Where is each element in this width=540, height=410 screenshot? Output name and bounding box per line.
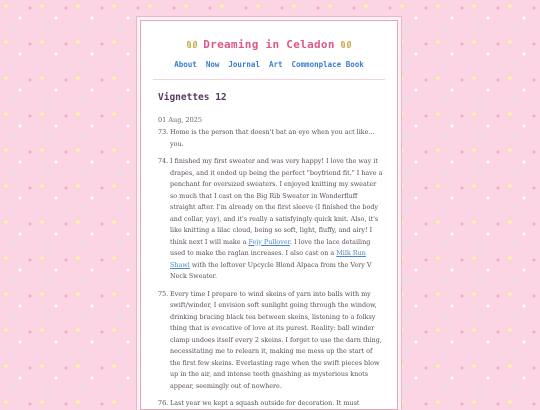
nav-now[interactable]: Now xyxy=(205,60,220,69)
text-segment: I finished my first sweater and was very happy! I love the way it drapes, and it ended up being the perfect "boyfriend fit." I have a penchant for oversized sweaters. I enjoyed knitting my sweater so much that I cast on the Big Rib Sweater in Wonderfluff straight after. I'm already on the first sleeve (I finished the body and collar, yay), and it's really a satisfyingly quick knit. Also, it's like knitting a lilac cloud, being so soft, light, fluffy, and airy! I think next I will make a xyxy=(170,157,383,246)
text-segment: with the leftover Upcycle Blend Alpaca from the Very V Neck Sweater. xyxy=(170,260,372,280)
list-item xyxy=(158,156,383,283)
list-item-text xyxy=(170,156,383,283)
list-item xyxy=(158,289,383,393)
site-header xyxy=(141,21,397,69)
list-item-text: Every time I prepare to wind skeins of yarn into balls with my swift/winder, I envision soft sunlight going through the window, drinking bracing black tea between skeins, listening to a folksy thing that is evocative of love at its purest. Reality: ball winder clamp undoes itself every 2 skeins. I forget to use the darn thing, necessitating me to relearn it, making me mess up the start of the first few skeins. Everlasting rage when the swift pieces blow up in the air, and intense teeth gnashing as mysterious knots appear, seemingly out of nowhere. xyxy=(170,289,382,390)
nav-journal[interactable]: Journal xyxy=(228,60,260,69)
bow-icon xyxy=(187,41,197,48)
post-date: 01 Aug, 2025 xyxy=(158,116,203,124)
link-fejy-pullover[interactable]: Fejy Pullover xyxy=(248,237,291,246)
list-item-number: 75. xyxy=(158,289,169,298)
list-item-text: Last year we kept a squash outside for decoration. It must xyxy=(170,399,360,407)
list-item xyxy=(158,398,383,410)
main-nav xyxy=(141,60,397,69)
site-title[interactable] xyxy=(187,38,351,51)
post-content xyxy=(141,80,397,410)
list-item-number: 74. xyxy=(158,157,169,165)
list-item-text: Home is the person that doesn't bat an eye when you act like... you. xyxy=(170,128,375,148)
nav-commonplace-book[interactable]: Commonplace Book xyxy=(291,60,364,69)
list-item xyxy=(158,127,383,150)
link-milk-run-shawl[interactable]: Milk Run Shawl xyxy=(170,249,366,269)
text-segment: . I love the lace detailing used to make the raglan increases. I also cast on a xyxy=(170,237,371,257)
nav-art[interactable]: Art xyxy=(268,60,283,69)
nav-about[interactable]: About xyxy=(174,60,197,69)
list-item-number: 76. xyxy=(158,399,169,407)
list-item-number: 73. xyxy=(158,128,169,136)
bow-icon xyxy=(341,41,351,48)
page-panel xyxy=(140,20,398,410)
site-title-text: Dreaming in Celadon xyxy=(203,38,335,51)
post-title: Vignettes 12 xyxy=(158,92,227,103)
